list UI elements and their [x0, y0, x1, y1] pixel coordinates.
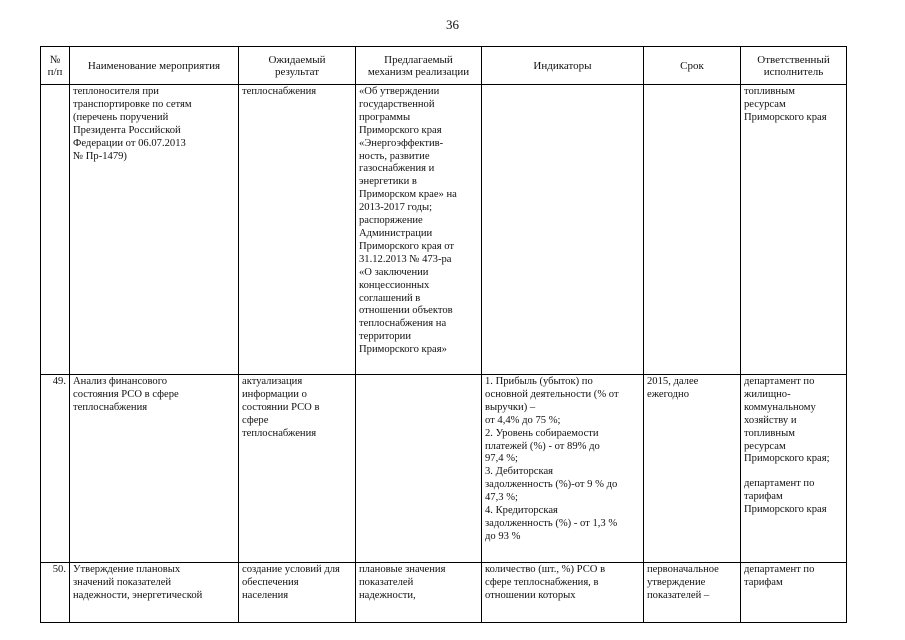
header-result: Ожидаемый результат [268, 53, 326, 78]
row-mechanism: «Об утверждении государственной программы Приморского края «Энергоэффектив- ность, развитие газоснабжения и энергетики в Приморском крае» на 2013-2017 годы; распоряжение Администрации Приморского края от 31.12.2013 № 473-ра «О заключении концессионных соглашений в отношении объектов теплоснабжения на территории Приморского края» [359, 86, 457, 356]
page-number: 36 [446, 17, 459, 32]
table-row [41, 85, 847, 375]
header-mechanism: Предлагаемый механизм реализации [367, 53, 470, 78]
row-responsible-2: департамент по тарифам Приморского края [744, 478, 827, 516]
row-mechanism: плановые значения показателей надежности, [359, 564, 446, 601]
row-name: Утверждение плановых значений показателей надежности, энергетической [73, 564, 203, 601]
row-indicators: 1. Прибыль (убыток) по основной деятельности (% от выручки) – от 4,4% до 75 %; 2. Уровень собираемости платежей (%) - от 89% до 97,4 %; 3. Дебиторская задолженность (%)-от 9 % до 47,3 %; 4. Кредиторская задолженность (%) - от 1,3 % до 93 % [485, 376, 619, 542]
header-responsible: Ответственный исполнитель [757, 53, 830, 78]
table-row [41, 563, 847, 623]
header-row [41, 47, 847, 85]
row-responsible: топливным ресурсам Приморского края [744, 86, 827, 123]
row-num: 50. [52, 564, 66, 575]
table-row [41, 375, 847, 563]
cell-spacer [744, 466, 843, 478]
row-responsible: департамент по жилищно- коммунальному хозяйству и топливным ресурсам Приморского края; [744, 376, 830, 465]
row-name: теплоносителя при транспортировке по сетям (перечень поручений Президента Российской Федерации от 06.07.2013 № Пр-1479) [73, 86, 192, 162]
header-indicators: Индикаторы [533, 59, 592, 72]
row-result: теплоснабжения [242, 86, 317, 97]
row-indicators: количество (шт., %) РСО в сфере теплоснабжения, в отношении которых [485, 564, 606, 601]
row-num: 49. [52, 376, 66, 387]
header-num: № п/п [47, 53, 63, 78]
header-name: Наименование мероприятия [87, 59, 221, 72]
row-responsible: департамент по тарифам [744, 564, 815, 588]
measures-table [40, 46, 847, 623]
row-name: Анализ финансового состояния РСО в сфере теплоснабжения [73, 376, 179, 413]
row-term: 2015, далее ежегодно [647, 376, 699, 400]
row-result: создание условий для обеспечения населения [242, 564, 340, 601]
row-result: актуализация информации о состоянии РСО в сфере теплоснабжения [242, 376, 320, 439]
header-term: Срок [680, 59, 704, 72]
row-term: первоначальное утверждение показателей – [647, 564, 719, 601]
